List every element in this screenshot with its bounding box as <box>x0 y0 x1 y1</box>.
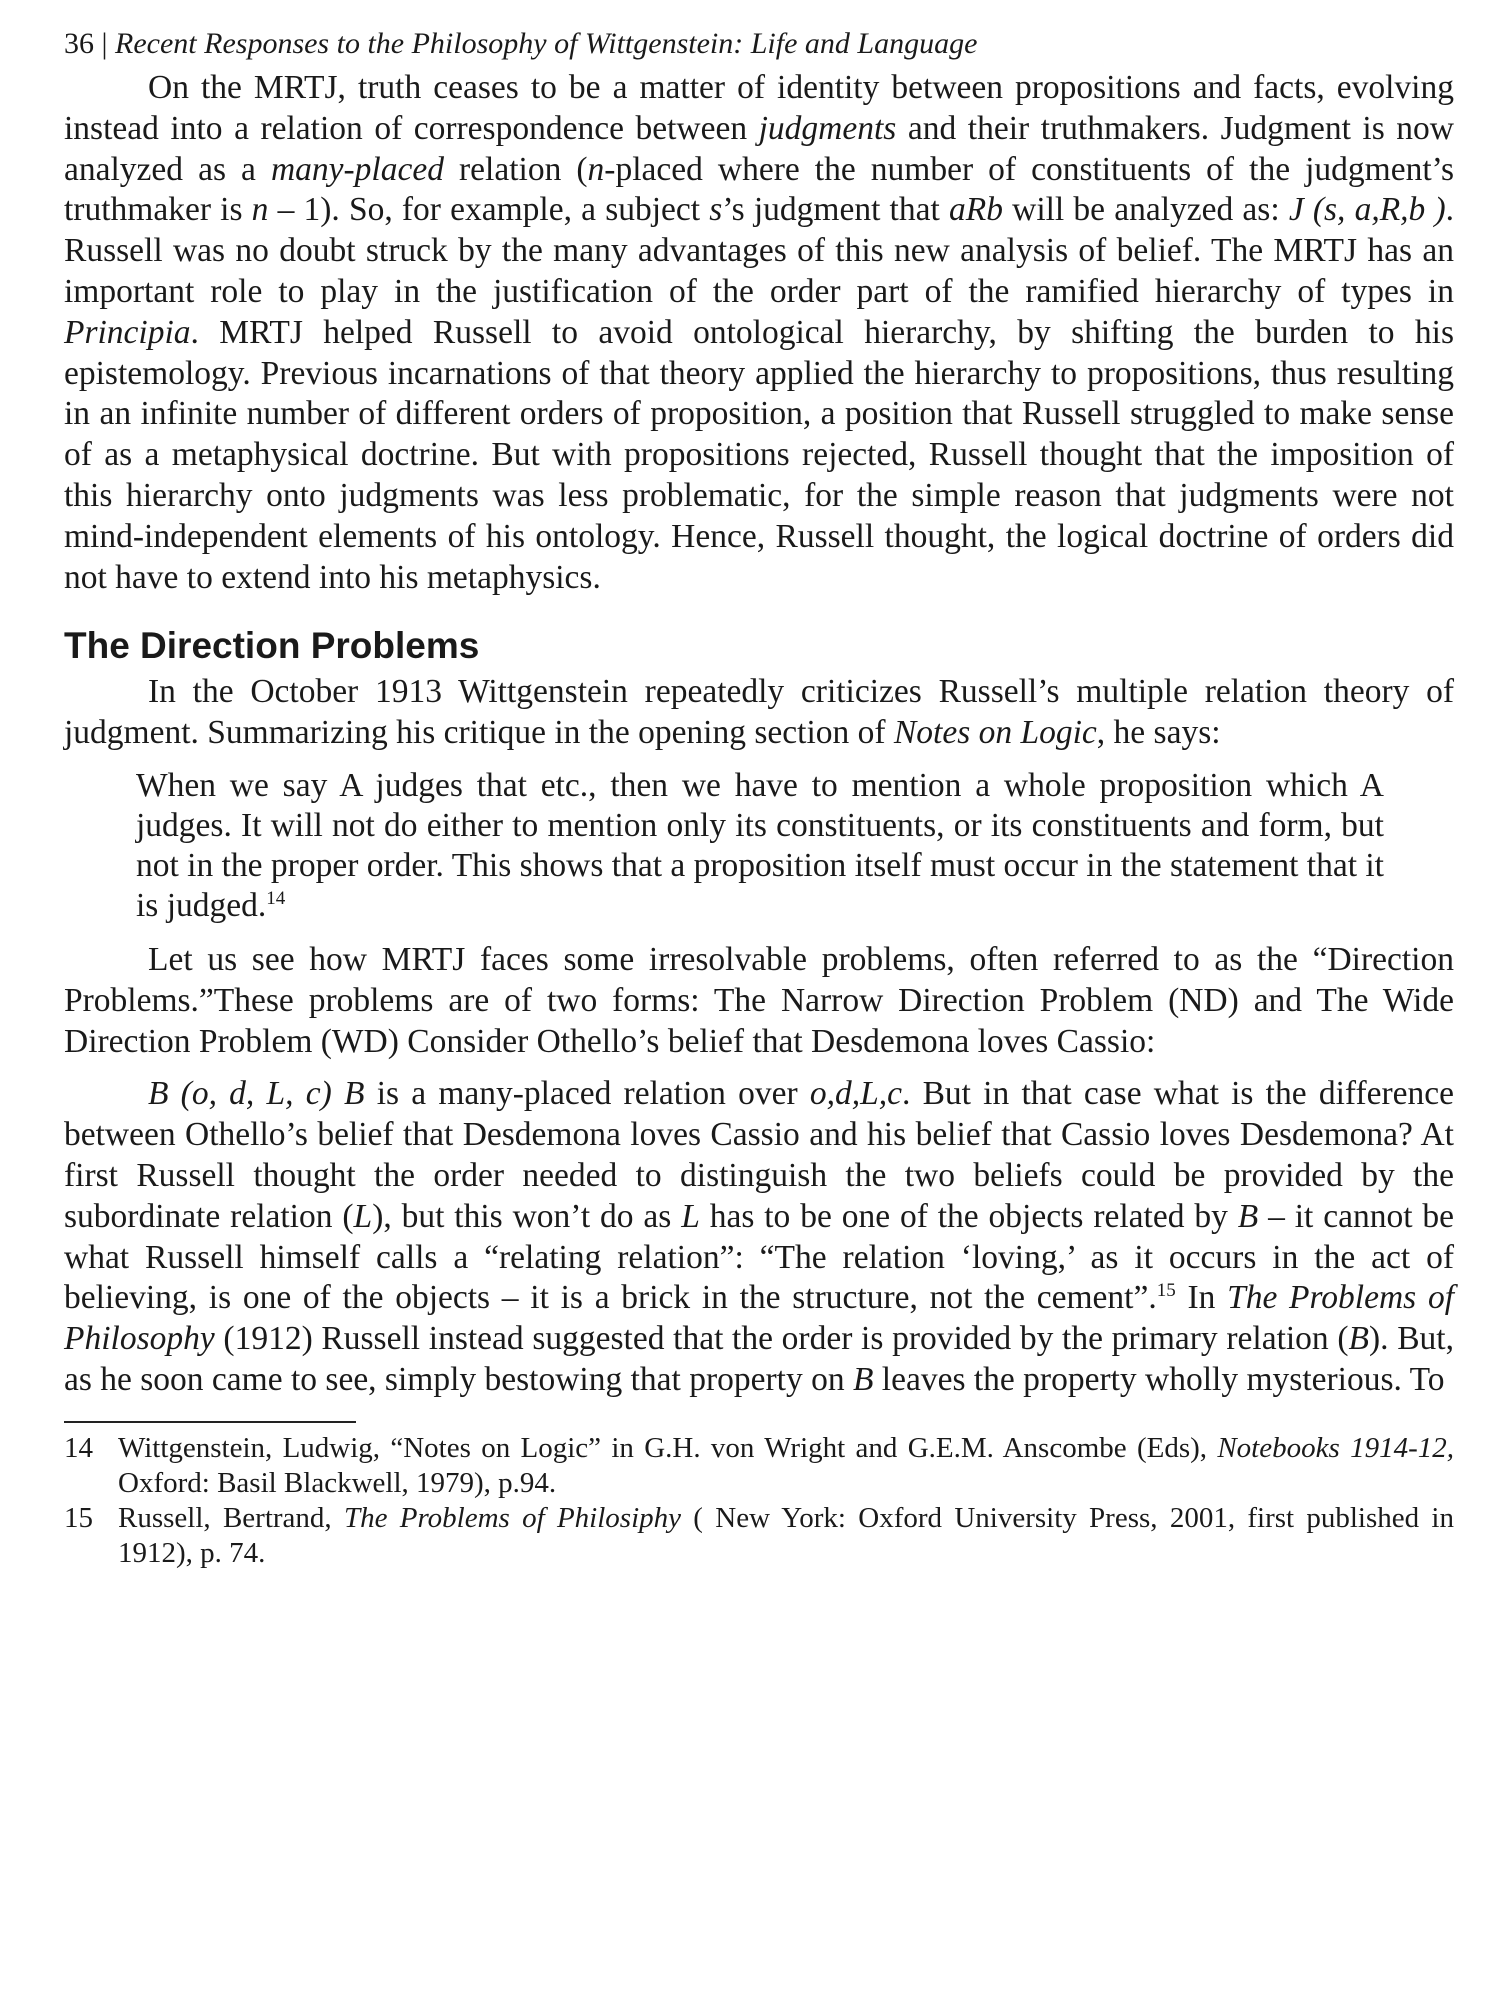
book-title: Recent Responses to the Philosophy of Wittgenstein: Life and Language <box>115 27 978 60</box>
footnote-divider <box>64 1421 356 1423</box>
paragraph-direction-problems: Let us see how MRTJ faces some irresolvable problems, often referred to as the “Direction Problems.”These problems are of two forms: The Narrow Direction Problem (ND) and The Wide Direction Problem (WD) Consider Othello’s belief that Desdemona loves Cassio: <box>64 940 1454 1060</box>
section-heading: The Direction Problems <box>64 625 480 667</box>
book-page <box>64 22 1454 1571</box>
footnote-14: 14 Wittgenstein, Ludwig, “Notes on Logic” in G.H. von Wright and G.E.M. Anscombe (Eds), Notebooks 1914-12, Oxford: Basil Blackwell, 1979), p.94. <box>64 1431 1454 1499</box>
footnote-15: 15 Russell, Bertrand, The Problems of Philosiphy ( New York: Oxford University Press, 2001, first published in 1912), p. 74. <box>64 1501 1454 1569</box>
paragraph-othello-belief: B (o, d, L, c) B is a many-placed relation over o,d,L,c. But in that case what is the difference between Othello’s belief that Desdemona loves Cassio and his belief that Cassio loves Desdemona? At first Russell thought the order needed to distinguish the two beliefs could be provided by the subordinate relation (L), but this won’t do as L has to be one of the objects related by B – it cannot be what Russell himself calls a “relating relation”: “The relation ‘loving,’ as it occurs in the act of believing, is one of the objects – it is a brick in the structure, not the cement”.$^{15}$ In The Problems of Philosophy (1912) Russell instead suggested that the order is provided by the primary relation (B). But, as he soon came to see, simply bestowing that property on B leaves the property wholly mysterious. To <box>64 1075 1454 1398</box>
block-quote: When we say A judges that etc., then we have to mention a whole proposition which A judges. It will not do either to mention only its constituents, or its constituents and form, but not in the proper order. This shows that a proposition itself must occur in the statement that it is judged.$^{14}$ <box>136 766 1384 924</box>
paragraph-mrtj-truth: On the MRTJ, truth ceases to be a matter of identity between propositions and facts, evolving instead into a relation of correspondence between judgments and their truthmakers. Judgment is now analyzed as a many-placed relation (n-placed where the number of constituents of the judgment’s truthmaker is n – 1). So, for example, a subject s’s judgment that aRb will be analyzed as: J (s, a,R,b ). Russell was no doubt struck by the many advantages of this new analysis of belief. The MRTJ has an important role to play in the justification of the order part of the ramified hierarchy of types in Principia. MRTJ helped Russell to avoid ontological hierarchy, by shifting the burden to his epistemology. Previous incarnations of that theory applied the hierarchy to propositions, thus resulting in an infinite number of different orders of proposition, a position that Russell struggled to make sense of as a metaphysical doctrine. But with propositions rejected, Russell thought that the imposition of this hierarchy onto judgments was less problematic, for the simple reason that judgments were not mind-independent elements of his ontology. Hence, Russell thought, the logical doctrine of orders did not have to extend into his metaphysics. <box>64 69 1455 596</box>
paragraph-wittgenstein-critique: In the October 1913 Wittgenstein repeatedly criticizes Russell’s multiple relation theory of judgment. Summarizing his critique in the opening section of Notes on Logic, he says: <box>64 673 1454 752</box>
running-header <box>64 22 1454 66</box>
header-separator: | <box>94 27 116 60</box>
footnote-ref-14[interactable]: 14 <box>266 887 286 909</box>
page-number: 36 <box>64 27 94 60</box>
footnote-ref-15[interactable]: 15 <box>1156 1280 1176 1302</box>
